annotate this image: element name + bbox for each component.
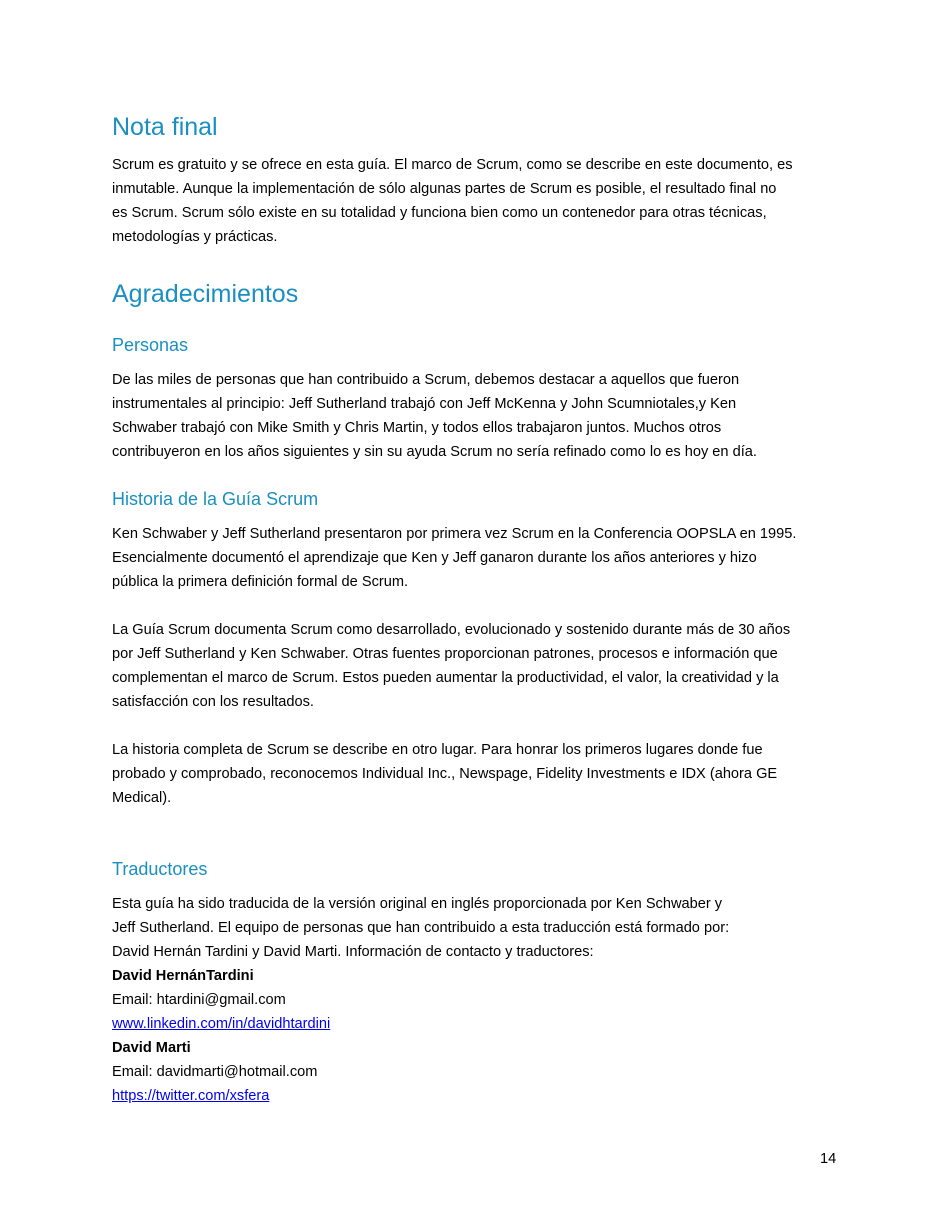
text-line: por Jeff Sutherland y Ken Schwaber. Otras fuentes proporcionan patrones, procesos e información que	[112, 646, 778, 662]
text-line: Jeff Sutherland. El equipo de personas que han contribuido a esta traducción está formado por:	[112, 920, 730, 936]
text-line: es Scrum. Scrum sólo existe en su totalidad y funciona bien como un contenedor para otras técnicas,	[112, 205, 767, 221]
text-line: Esta guía ha sido traducida de la versión original en inglés proporcionada por Ken Schwaber y	[112, 896, 723, 912]
linkedin-link[interactable]: www.linkedin.com/in/davidhtardini	[112, 1016, 331, 1032]
translator-name: David Marti	[112, 1040, 191, 1056]
text-line: metodologías y prácticas.	[112, 229, 278, 245]
text-line: Esencialmente documentó el aprendizaje que Ken y Jeff ganaron durante los años anteriores y hizo	[112, 550, 757, 566]
text-line: complementan el marco de Scrum. Estos pueden aumentar la productividad, el valor, la creatividad y la	[112, 670, 779, 686]
text-line: La historia completa de Scrum se describe en otro lugar. Para honrar los primeros lugares donde fue	[112, 742, 763, 758]
text-line: De las miles de personas que han contribuido a Scrum, debemos destacar a aquellos que fueron	[112, 372, 740, 388]
text-line: inmutable. Aunque la implementación de sólo algunas partes de Scrum es posible, el resultado final no	[112, 181, 777, 197]
paragraph-traductores	[112, 892, 842, 1108]
heading-historia: Historia de la Guía Scrum	[112, 489, 319, 509]
heading-nota-final: Nota final	[112, 113, 218, 141]
text-line: satisfacción con los resultados.	[112, 694, 314, 710]
text-line: contribuyeron en los años siguientes y sin su ayuda Scrum no sería refinado como lo es hoy en día.	[112, 444, 757, 460]
heading-traductores: Traductores	[112, 859, 208, 879]
translator-email: Email: davidmarti@hotmail.com	[112, 1064, 318, 1080]
page-number: 14	[820, 1151, 837, 1167]
paragraph-nota-final	[112, 153, 842, 249]
paragraph-historia-3	[112, 738, 842, 810]
text-line: probado y comprobado, reconocemos Individual Inc., Newspage, Fidelity Investments e IDX (ahora GE	[112, 766, 778, 782]
twitter-link[interactable]: https://twitter.com/xsfera	[112, 1088, 270, 1104]
paragraph-historia-2	[112, 618, 842, 714]
text-line: Medical).	[112, 790, 172, 806]
heading-personas: Personas	[112, 335, 189, 355]
text-line: David Hernán Tardini y David Marti. Información de contacto y traductores:	[112, 944, 594, 960]
translator-email: Email: htardini@gmail.com	[112, 992, 286, 1008]
translator-name: David HernánTardini	[112, 968, 254, 984]
text-line: pública la primera definición formal de Scrum.	[112, 574, 409, 590]
text-line: La Guía Scrum documenta Scrum como desarrollado, evolucionado y sostenido durante más de 30 años	[112, 622, 791, 638]
paragraph-personas	[112, 368, 842, 464]
text-line: Ken Schwaber y Jeff Sutherland presentaron por primera vez Scrum en la Conferencia OOPSLA en 1995.	[112, 526, 797, 542]
text-line: instrumentales al principio: Jeff Sutherland trabajó con Jeff McKenna y John Scumniotales,y Ken	[112, 396, 737, 412]
text-line: Scrum es gratuito y se ofrece en esta guía. El marco de Scrum, como se describe en este documento, es	[112, 157, 793, 173]
text-line: Schwaber trabajó con Mike Smith y Chris Martin, y todos ellos trabajaron juntos. Muchos otros	[112, 420, 722, 436]
paragraph-historia-1	[112, 522, 842, 594]
heading-agradecimientos: Agradecimientos	[112, 280, 299, 308]
